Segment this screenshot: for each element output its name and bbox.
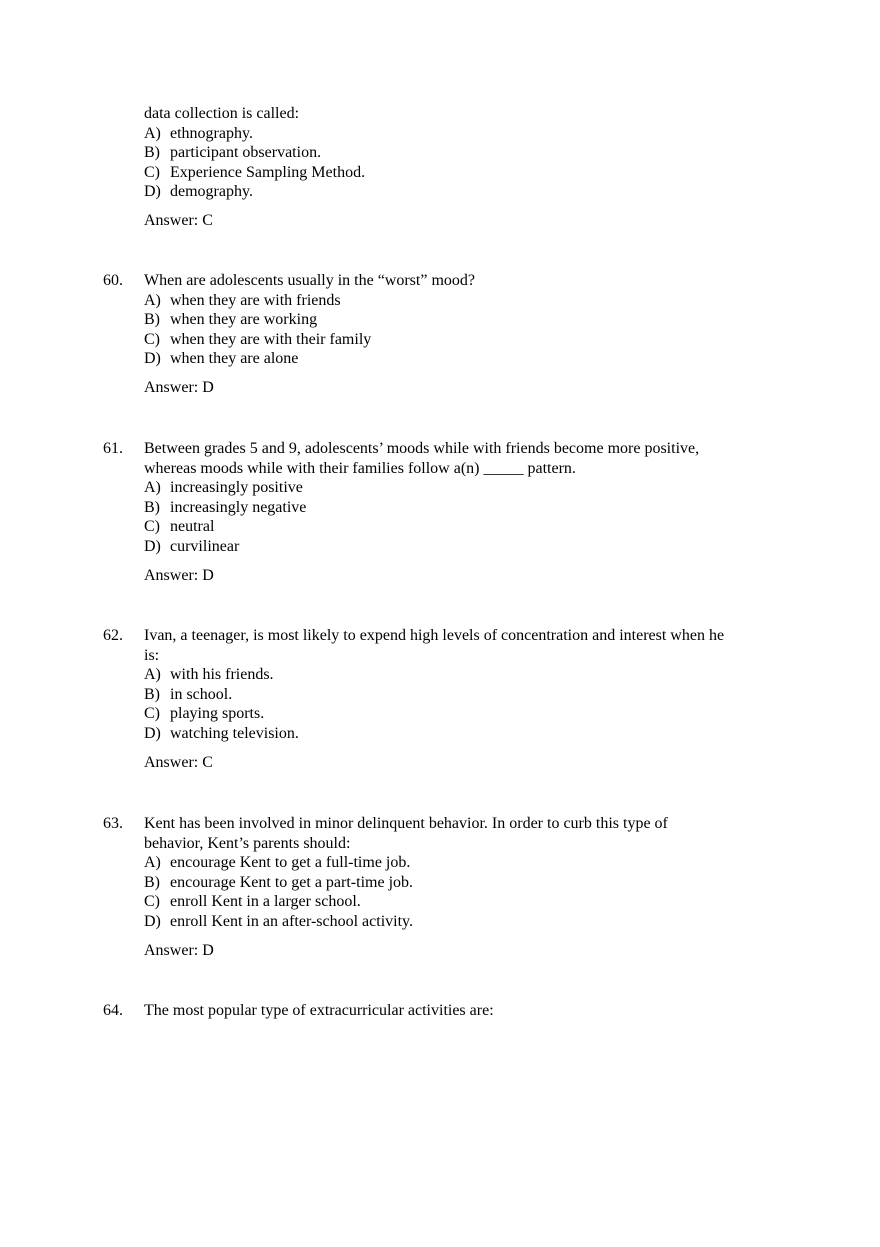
option-c [144, 517, 784, 537]
option-b [144, 685, 784, 705]
option-d [144, 724, 784, 744]
option-letter: D) [144, 912, 161, 930]
question-text-line: data collection is called: [144, 105, 300, 122]
question-body [144, 271, 784, 398]
option-text: curvilinear [170, 537, 240, 555]
option-b [144, 498, 784, 518]
option-text: watching television. [170, 724, 299, 742]
question-number: 61. [103, 440, 123, 457]
option-letter: A) [144, 479, 161, 497]
option-letter: B) [144, 498, 160, 516]
option-text: when they are with their family [170, 330, 372, 348]
question-text-line: Ivan, a teenager, is most likely to expend high levels of concentration and interest when he [144, 627, 725, 644]
option-letter: B) [144, 311, 160, 329]
question-number: 62. [103, 627, 123, 644]
option-text: playing sports. [170, 705, 265, 723]
option-letter: C) [144, 893, 160, 911]
option-a [144, 291, 784, 311]
question-text-line: whereas moods while with their families follow a(n) _____ pattern. [144, 459, 576, 477]
option-c [144, 892, 784, 912]
option-text: when they are with friends [170, 291, 341, 309]
option-letter: C) [144, 163, 160, 181]
question-number: 64. [103, 1002, 123, 1019]
answer-key: Answer: C [144, 753, 213, 771]
option-b [144, 143, 784, 163]
answer-key: Answer: C [144, 211, 213, 229]
option-text: ethnography. [170, 124, 253, 142]
option-letter: D) [144, 537, 161, 555]
option-letter: B) [144, 144, 160, 162]
question-body [144, 1001, 784, 1021]
option-b [144, 873, 784, 893]
option-text: increasingly negative [170, 498, 307, 516]
option-text: encourage Kent to get a part-time job. [170, 873, 414, 891]
option-text: when they are working [170, 311, 318, 329]
option-a [144, 853, 784, 873]
option-text: participant observation. [170, 144, 322, 162]
option-d [144, 349, 784, 369]
question-text-line: Between grades 5 and 9, adolescents’ moods while with friends become more positive, [144, 440, 700, 457]
option-c [144, 330, 784, 350]
answer-key: Answer: D [144, 566, 214, 584]
option-a [144, 478, 784, 498]
answer-key: Answer: D [144, 941, 214, 959]
option-letter: A) [144, 291, 161, 309]
question-body [144, 814, 784, 960]
option-text: increasingly positive [170, 479, 303, 497]
option-letter: A) [144, 124, 161, 142]
option-text: with his friends. [170, 666, 274, 684]
question-text-line: When are adolescents usually in the “worst” mood? [144, 272, 475, 289]
option-letter: D) [144, 183, 161, 201]
question-body [144, 626, 784, 772]
option-letter: A) [144, 666, 161, 684]
question-text-line: behavior, Kent’s parents should: [144, 834, 351, 852]
option-c [144, 163, 784, 183]
option-letter: B) [144, 873, 160, 891]
option-letter: B) [144, 685, 160, 703]
option-text: encourage Kent to get a full-time job. [170, 854, 411, 872]
question-number: 63. [103, 815, 123, 832]
option-d [144, 912, 784, 932]
option-letter: C) [144, 705, 160, 723]
option-c [144, 704, 784, 724]
option-letter: C) [144, 518, 160, 536]
option-letter: D) [144, 350, 161, 368]
option-text: when they are alone [170, 350, 299, 368]
option-d [144, 537, 784, 557]
option-text: enroll Kent in an after-school activity. [170, 912, 413, 930]
question-body [144, 439, 784, 585]
option-text: in school. [170, 685, 233, 703]
option-text: enroll Kent in a larger school. [170, 893, 361, 911]
question-text-line: is: [144, 646, 160, 664]
option-b [144, 310, 784, 330]
option-text: demography. [170, 183, 253, 201]
option-letter: D) [144, 724, 161, 742]
question-text-line: Kent has been involved in minor delinquent behavior. In order to curb this type of [144, 815, 668, 832]
option-text: neutral [170, 518, 215, 536]
question-body [144, 104, 784, 231]
option-text: Experience Sampling Method. [170, 163, 366, 181]
option-letter: C) [144, 330, 160, 348]
question-text-line: The most popular type of extracurricular activities are: [144, 1002, 494, 1019]
option-d [144, 182, 784, 202]
answer-key: Answer: D [144, 378, 214, 396]
option-a [144, 124, 784, 144]
option-letter: A) [144, 854, 161, 872]
option-a [144, 665, 784, 685]
question-number: 60. [103, 272, 123, 289]
